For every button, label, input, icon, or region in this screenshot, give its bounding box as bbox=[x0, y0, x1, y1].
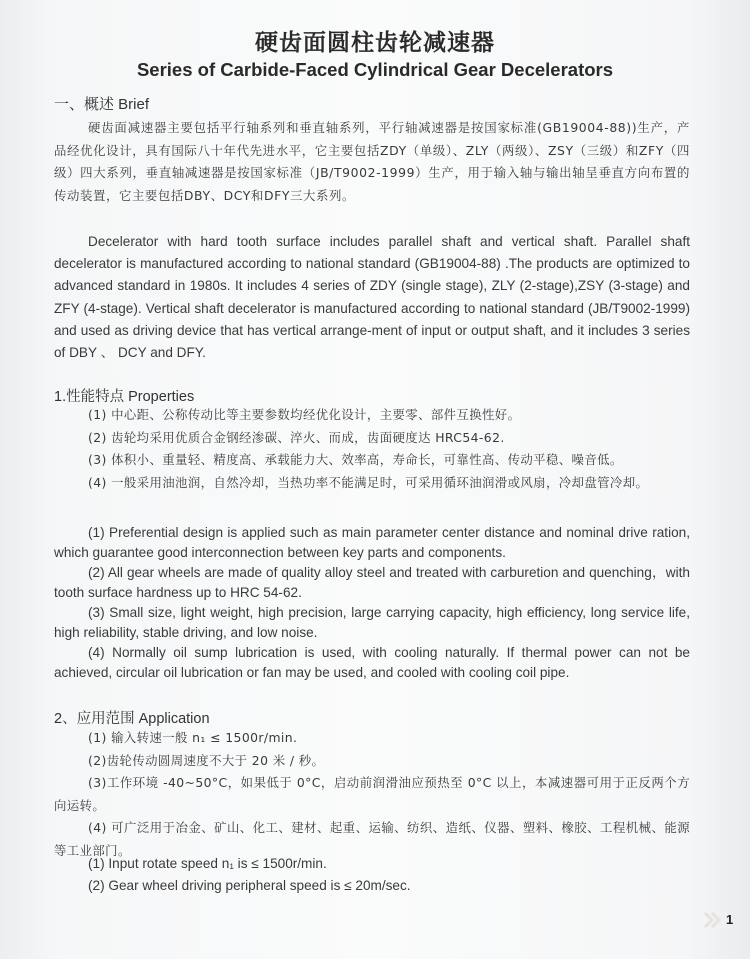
page-number: 1 bbox=[726, 912, 734, 927]
property-item-en: (3) Small size, light weight, high precision, large carrying capacity, high efficiency, long service life, high reliability, stable driving, and low noise. bbox=[54, 605, 690, 640]
property-item-en: (2) All gear wheels are made of quality alloy steel and treated with carburetion and quenching，with tooth surface hardness up to HRC 54-62. bbox=[54, 565, 690, 600]
property-item-cn: (2) 齿轮均采用优质合金钢经渗碳、淬火、而成，齿面硬度达 HRC54-62. bbox=[88, 429, 505, 445]
double-chevron-icon bbox=[703, 911, 723, 929]
application-item-cn: (1) 输入转速一般 n₁ ≤ 1500r/min. bbox=[88, 730, 298, 745]
properties-chinese-list bbox=[54, 404, 690, 494]
page-title-english: Series of Carbide-Faced Cylindrical Gear Decelerators bbox=[136, 59, 614, 80]
application-english-list bbox=[54, 853, 690, 897]
properties-english-list bbox=[54, 523, 690, 683]
section-heading-application: 2、应用范围 Application bbox=[54, 711, 210, 727]
property-item-en: (4) Normally oil sump lubrication is used, with cooling naturally. If thermal power can not be achieved, circular oil lubrication or fan may be used, and cooled with cooling coil pipe. bbox=[54, 645, 690, 680]
page-title-chinese: 硬齿面圆柱齿轮减速器 bbox=[255, 30, 495, 56]
property-item-cn: (3) 体积小、重量轻、精度高、承载能力大、效率高，寿命长，可靠性高、传动平稳、噪音低。 bbox=[88, 452, 623, 467]
application-chinese-list bbox=[54, 727, 690, 862]
application-item-cn: (4) 可广泛用于冶金、矿山、化工、建材、起重、运输、纺织、造纸、仪器、塑料、橡胶、工程机械、能源等工业部门。 bbox=[54, 820, 690, 858]
brief-english-paragraph: Decelerator with hard tooth surface includes parallel shaft and vertical shaft. Parallel shaft decelerator is manufactured according to national standard (GB19004-88) .The products are optimized to advanced standard in 1980s. It includes 4 series of ZDY (single stage), ZLY (2-stage),ZSY (3-stage) and ZFY (4-stage). Vertical shaft decelerator is manufactured according to national standard (JB/T9002-1999) and used as driving device that has vertical arrange-ment of input or output shaft, and it includes 3 series of DBY 、 DCY and DFY. bbox=[54, 234, 690, 361]
brief-chinese-paragraph: 硬齿面减速器主要包括平行轴系列和垂直轴系列，平行轴减速器是按国家标准(GB19004-88))生产，产品经优化设计，具有国际八十年代先进水平，它主要包括ZDY（单级）、ZLY（两级）、ZSY（三级）和ZFY（四级）四大系列，垂直轴减速器是按国家标准（JB/T9002-1999）生产，用于输入轴与输出轴呈垂直方向布置的传动装置，它主要包括DBY、DCY和DFY三大系列。 bbox=[54, 120, 690, 203]
application-item-cn: (3)工作环境 -40~50°C，如果低于 0°C，启动前润滑油应预热至 0°C 以上，本减速器可用于正反两个方向运转。 bbox=[54, 775, 690, 813]
brief-chinese-block bbox=[54, 117, 690, 207]
application-item-en: (1) Input rotate speed n₁ is ≤ 1500r/min. bbox=[88, 856, 327, 871]
section-heading-brief: 一、概述 Brief bbox=[54, 96, 150, 113]
property-item-cn: (4) 一般采用油池润，自然冷却，当热功率不能满足时，可采用循环油润滑或风扇，冷却盘管冷却。 bbox=[88, 474, 649, 490]
section-heading-properties: 1.性能特点 Properties bbox=[54, 389, 195, 405]
property-item-en: (1) Preferential design is applied such as main parameter center distance and nominal drive ration, which guarantee good interconnection between key parts and components. bbox=[54, 525, 690, 560]
application-item-en: (2) Gear wheel driving peripheral speed is ≤ 20m/sec. bbox=[88, 878, 411, 893]
property-item-cn: (1) 中心距、公称传动比等主要参数均经优化设计，主要零、部件互换性好。 bbox=[88, 407, 521, 422]
brief-english-block bbox=[54, 231, 690, 364]
application-item-cn: (2)齿轮传动圆周速度不大于 20 米 / 秒。 bbox=[88, 752, 325, 768]
